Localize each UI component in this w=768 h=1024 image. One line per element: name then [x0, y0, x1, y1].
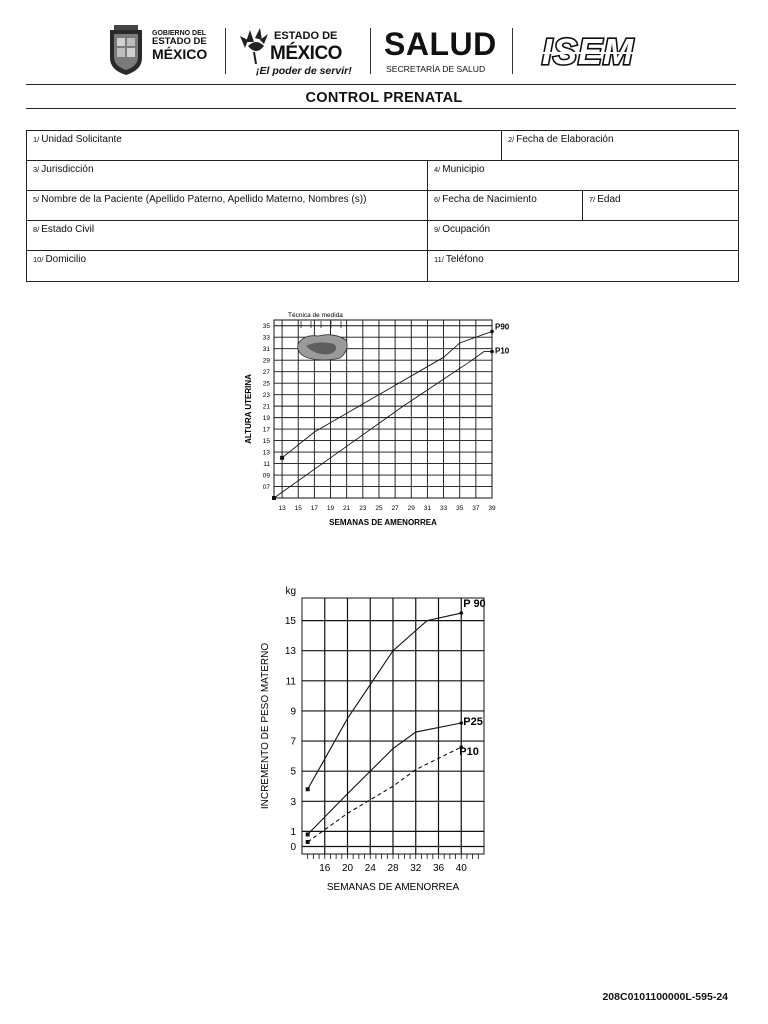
gobierno-line1: GOBIERNO DEL [152, 30, 207, 37]
x-tick-label: 23 [359, 505, 367, 512]
tecnica-medida-illustration [288, 312, 347, 360]
patient-form [26, 130, 739, 282]
y-tick-label: 15 [284, 616, 296, 628]
x-tick-label: 21 [343, 505, 351, 512]
y-tick-label: 15 [262, 437, 270, 445]
x-tick-label: 15 [294, 505, 302, 512]
y-tick-label: 3 [290, 796, 296, 808]
y-tick-label: 31 [262, 345, 270, 353]
x-tick-label: 35 [456, 505, 464, 512]
tecnica-medida-label: Técnica de medida [288, 312, 343, 319]
field-number: 4/ [434, 165, 441, 174]
series-end-marker [459, 611, 463, 615]
field-label: Edad [597, 194, 621, 205]
y-tick-label: 11 [263, 460, 270, 468]
document-code: 208C0101100000L-595-24 [602, 991, 728, 1003]
y-tick-label: 0 [290, 841, 296, 853]
x-tick-label: 27 [391, 505, 399, 512]
series-end-marker [490, 350, 494, 354]
field-label: Ocupación [442, 224, 491, 235]
field-number: 11/ [434, 255, 444, 264]
field-label: Municipio [442, 164, 485, 175]
estado-civil-field[interactable] [27, 221, 427, 250]
salud-logo [384, 28, 504, 78]
field-number: 10/ [33, 255, 44, 264]
y-tick-label: 29 [262, 357, 270, 365]
incremento-peso-chart [252, 580, 516, 900]
field-label: Domicilio [45, 254, 86, 265]
series-label: P 90 [463, 598, 486, 611]
field-label: Teléfono [445, 254, 484, 265]
form-row [27, 131, 738, 161]
y-axis-title: INCREMENTO DE PESO MATERNO [260, 642, 271, 810]
y-tick-label: 21 [262, 403, 270, 411]
x-tick-label: 16 [319, 863, 331, 874]
salud-title: SALUD [384, 26, 497, 62]
series-label: P10 [495, 346, 510, 356]
flower-icon [236, 26, 274, 66]
series-start-marker [306, 840, 310, 844]
field-number: 3/ [33, 165, 40, 174]
x-tick-label: 20 [341, 863, 354, 874]
y-tick-label: 5 [290, 766, 296, 778]
salud-subtitle: SECRETARÍA DE SALUD [386, 64, 486, 74]
field-number: 2/ [508, 135, 515, 144]
document-title: CONTROL PRENATAL [305, 90, 463, 106]
y-tick-label: 35 [262, 323, 270, 331]
field-number: 6/ [434, 195, 441, 204]
form-row [27, 161, 738, 191]
field-number: 5/ [33, 195, 40, 204]
field-label: Jurisdicción [41, 164, 94, 175]
x-tick-label: 31 [423, 505, 432, 512]
nombre-paciente-field[interactable] [27, 191, 427, 220]
field-label: Estado Civil [41, 224, 95, 235]
series-label: P90 [495, 322, 510, 332]
series-label: P25 [463, 715, 483, 728]
y-tick-label: 33 [262, 334, 270, 342]
x-tick-label: 36 [432, 863, 445, 874]
series-start-marker [280, 456, 284, 460]
y-tick-label: 17 [262, 426, 270, 434]
unit-label: kg [285, 586, 296, 597]
gobierno-line3: MÉXICO [152, 46, 208, 63]
jurisdiccion-field[interactable] [27, 161, 427, 190]
field-label: Nombre de la Paciente (Apellido Paterno, Apellido Materno, Nombres (s)) [41, 194, 367, 205]
telefono-field[interactable] [427, 251, 738, 281]
form-row [27, 251, 738, 281]
gobierno-line2: ESTADO DE [152, 36, 207, 48]
series-label: P10 [459, 746, 479, 759]
y-tick-label: 19 [262, 414, 270, 422]
y-tick-label: 07 [262, 483, 270, 491]
estado-mexico-logo [236, 24, 361, 78]
unidad-solicitante-field[interactable] [27, 131, 501, 160]
title-rule-bottom [26, 108, 736, 109]
municipio-field[interactable] [427, 161, 738, 190]
y-tick-label: 27 [262, 368, 270, 376]
gobierno-text [152, 30, 207, 62]
x-tick-label: 32 [410, 863, 422, 874]
y-tick-label: 09 [262, 472, 270, 480]
estado-line1: ESTADO DE [274, 30, 338, 42]
field-number: 7/ [589, 195, 596, 204]
field-label: Fecha de Nacimiento [442, 194, 537, 205]
x-tick-label: 24 [364, 863, 376, 874]
estado-line2: MÉXICO [270, 43, 342, 64]
x-tick-label: 39 [488, 505, 496, 512]
x-tick-label: 37 [472, 505, 480, 512]
x-tick-label: 28 [387, 863, 399, 874]
fecha-nacimiento-field[interactable] [427, 191, 582, 220]
chart-grid [302, 598, 484, 854]
y-axis-title: ALTURA UTERINA [244, 374, 253, 444]
y-tick-label: 25 [262, 380, 270, 388]
x-tick-label: 25 [375, 505, 383, 512]
form-row [27, 191, 738, 221]
y-tick-label: 9 [290, 706, 296, 718]
x-axis-title: SEMANAS DE AMENORREA [326, 882, 460, 893]
title-rule-top [26, 84, 736, 85]
fecha-elaboracion-field[interactable] [501, 131, 738, 160]
x-axis-title: SEMANAS DE AMENORREA [329, 518, 437, 527]
x-tick-label: 40 [455, 863, 467, 874]
logo-divider [512, 28, 513, 74]
gobierno-estado-mexico-logo [106, 22, 224, 78]
x-tick-label: 17 [310, 505, 318, 512]
y-tick-label: 23 [262, 391, 270, 399]
isem-logo [526, 32, 650, 72]
x-tick-label: 13 [278, 505, 286, 512]
series-start-marker [306, 832, 310, 836]
x-tick-label: 29 [407, 505, 415, 512]
domicilio-field[interactable] [27, 251, 427, 281]
y-tick-label: 11 [285, 676, 296, 688]
series-start-marker [306, 787, 310, 791]
x-tick-label: 33 [439, 505, 448, 512]
y-tick-label: 7 [290, 736, 296, 748]
header-logos [100, 22, 660, 80]
ocupacion-field[interactable] [427, 221, 738, 250]
field-label: Fecha de Elaboración [516, 134, 614, 145]
field-label: Unidad Solicitante [41, 134, 122, 145]
logo-divider [370, 28, 371, 74]
altura-uterina-chart [238, 306, 510, 534]
logo-divider [225, 28, 226, 74]
edad-field[interactable] [582, 191, 738, 220]
field-number: 9/ [434, 225, 441, 234]
series-end-marker [490, 330, 494, 334]
y-tick-label: 13 [262, 449, 270, 457]
estado-slogan: ¡El poder de servir! [256, 65, 352, 77]
form-row [27, 221, 738, 251]
y-tick-label: 13 [284, 646, 296, 658]
field-number: 8/ [33, 225, 40, 234]
x-tick-label: 19 [326, 505, 335, 512]
y-tick-label: 1 [290, 826, 296, 838]
series-start-marker [272, 496, 276, 500]
isem-text: ISEM [541, 32, 635, 72]
coat-of-arms-icon [106, 24, 146, 76]
field-number: 1/ [33, 135, 40, 144]
